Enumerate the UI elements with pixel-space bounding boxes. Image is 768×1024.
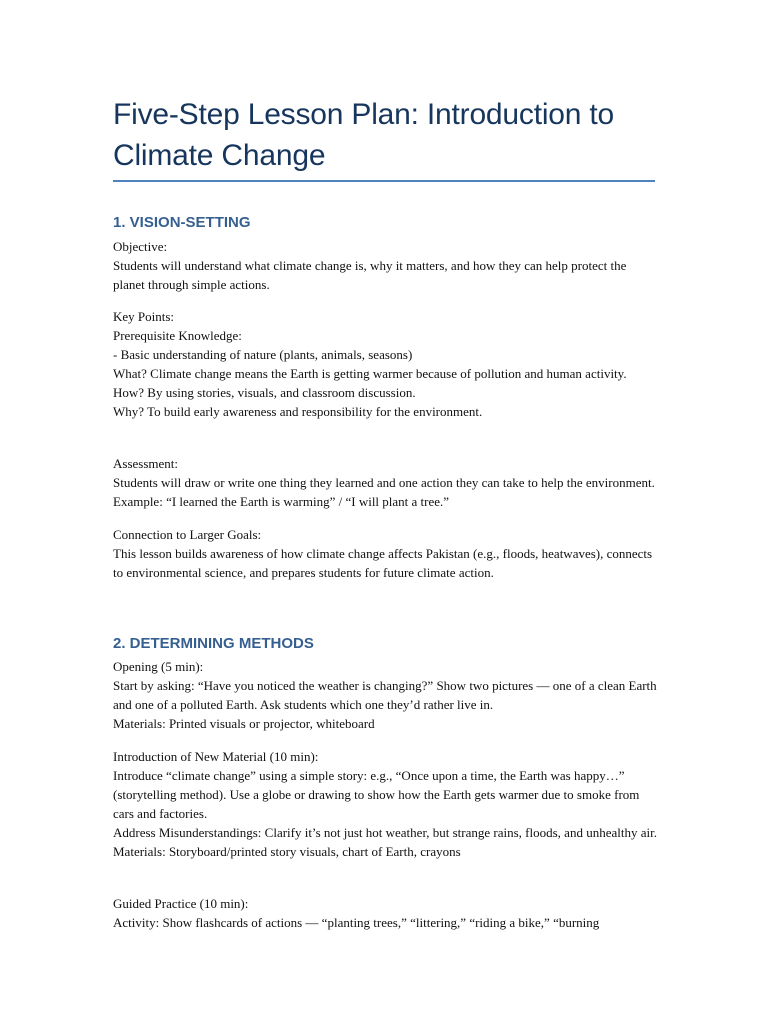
assessment-text: Students will draw or write one thing they learned and one action they can take to help the environment. Example: “I learned the Earth is warming” / “I will plant a tree.” bbox=[113, 475, 655, 509]
opening-block bbox=[113, 657, 658, 733]
assessment-block bbox=[113, 454, 658, 511]
new-material-block bbox=[113, 747, 658, 861]
guided-practice-label: Guided Practice (10 min): bbox=[113, 896, 249, 911]
guided-practice-block bbox=[113, 894, 658, 932]
key-points-block bbox=[113, 307, 658, 421]
new-material-text: Introduce “climate change” using a simple story: e.g., “Once upon a time, the Earth was happy…” (storytelling method). Use a globe or drawing to show how the Earth gets warmer due to smoke from cars and factories. bbox=[113, 768, 640, 821]
connection-text: This lesson builds awareness of how climate change affects Pakistan (e.g., floods, heatwaves), connects to environmental science, and prepares students for future climate action. bbox=[113, 546, 653, 580]
guided-practice-text: Activity: Show flashcards of actions — “planting trees,” “littering,” “riding a bike,” “burning bbox=[113, 915, 600, 930]
prereq-label: Prerequisite Knowledge: bbox=[113, 328, 242, 343]
opening-label: Opening (5 min): bbox=[113, 659, 204, 674]
opening-materials: Materials: Printed visuals or projector, whiteboard bbox=[113, 716, 375, 731]
key-point-why: Why? To build early awareness and responsibility for the environment. bbox=[113, 404, 483, 419]
key-point-what: What? Climate change means the Earth is getting warmer because of pollution and human activity. bbox=[113, 366, 627, 381]
assessment-label: Assessment: bbox=[113, 456, 178, 471]
connection-block bbox=[113, 525, 658, 582]
section-heading-vision-setting: 1. VISION-SETTING bbox=[113, 214, 251, 231]
opening-text: Start by asking: “Have you noticed the weather is changing?” Show two pictures — one of a clean Earth and one of a polluted Earth. Ask students which one they’d rather live in. bbox=[113, 678, 657, 712]
prereq-item: - Basic understanding of nature (plants, animals, seasons) bbox=[113, 347, 413, 362]
connection-label: Connection to Larger Goals: bbox=[113, 527, 262, 542]
document-title: Five-Step Lesson Plan: Introduction to Climate Change bbox=[113, 98, 615, 172]
objective-text: Students will understand what climate change is, why it matters, and how they can help protect the planet through simple actions. bbox=[113, 258, 627, 292]
section-heading-determining-methods: 2. DETERMINING METHODS bbox=[113, 635, 314, 652]
objective-label: Objective: bbox=[113, 239, 168, 254]
new-material-label: Introduction of New Material (10 min): bbox=[113, 749, 319, 764]
key-points-label: Key Points: bbox=[113, 309, 175, 324]
misunderstandings-text: Address Misunderstandings: Clarify it’s not just hot weather, but strange rains, floods, and unhealthy air. bbox=[113, 825, 657, 840]
objective-block bbox=[113, 237, 658, 294]
new-material-materials: Materials: Storyboard/printed story visuals, chart of Earth, crayons bbox=[113, 844, 461, 859]
key-point-how: How? By using stories, visuals, and classroom discussion. bbox=[113, 385, 416, 400]
title-underline bbox=[113, 180, 655, 182]
